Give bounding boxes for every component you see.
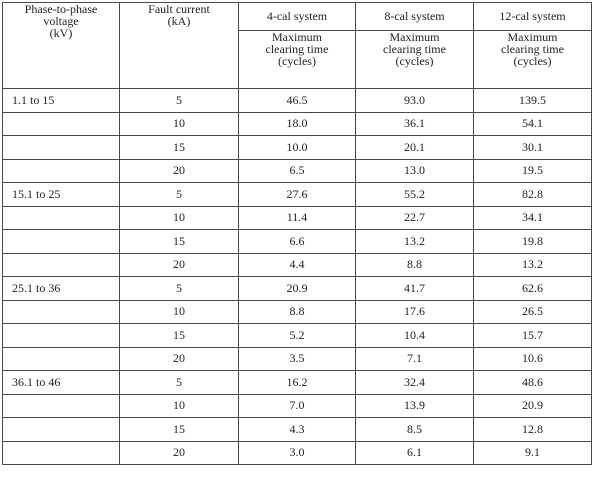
voltage-cell: [3, 418, 120, 442]
table-row: [3, 300, 592, 324]
cal4-cell: 6.5: [239, 159, 356, 183]
cal8-cell: 7.1: [356, 347, 474, 371]
table-row: [3, 253, 592, 277]
fault-current-cell: 5: [120, 277, 239, 301]
table-row: [3, 277, 592, 301]
cal4-cell: 3.0: [239, 441, 356, 465]
voltage-cell: [3, 347, 120, 371]
cal4-cell: 27.6: [239, 183, 356, 207]
cal4-cell: 18.0: [239, 112, 356, 136]
fault-current-cell: 20: [120, 253, 239, 277]
voltage-cell: [3, 159, 120, 183]
fault-current-cell: 10: [120, 112, 239, 136]
fault-current-cell: 5: [120, 371, 239, 395]
table-row: [3, 206, 592, 230]
fault-current-cell: 15: [120, 230, 239, 254]
voltage-cell: [3, 300, 120, 324]
table-row: [3, 89, 592, 113]
cal12-cell: 13.2: [474, 253, 592, 277]
cal8-cell: 13.2: [356, 230, 474, 254]
cal4-cell: 4.4: [239, 253, 356, 277]
table-row: [3, 418, 592, 442]
cal12-cell: 12.8: [474, 418, 592, 442]
voltage-cell: 15.1 to 25: [3, 183, 120, 207]
cal8-cell: 8.5: [356, 418, 474, 442]
fault-current-cell: 20: [120, 159, 239, 183]
table-container: [2, 2, 592, 465]
cal8-cell: 55.2: [356, 183, 474, 207]
cal8-cell: 93.0: [356, 89, 474, 113]
table-row: [3, 112, 592, 136]
voltage-cell: [3, 112, 120, 136]
cal12-cell: 62.6: [474, 277, 592, 301]
fault-current-cell: 15: [120, 418, 239, 442]
voltage-cell: 1.1 to 15: [3, 89, 120, 113]
cal4-cell: 8.8: [239, 300, 356, 324]
fault-current-cell: 5: [120, 183, 239, 207]
voltage-cell: [3, 136, 120, 160]
table-row: [3, 136, 592, 160]
fault-current-cell: 20: [120, 441, 239, 465]
cal12-cell: 19.5: [474, 159, 592, 183]
cal12-cell: 139.5: [474, 89, 592, 113]
cal8-cell: 20.1: [356, 136, 474, 160]
cal12-cell: 54.1: [474, 112, 592, 136]
fault-current-cell: 10: [120, 394, 239, 418]
cal8-cell: 10.4: [356, 324, 474, 348]
table-row: [3, 347, 592, 371]
voltage-cell: [3, 230, 120, 254]
cal4-cell: 20.9: [239, 277, 356, 301]
fault-current-cell: 5: [120, 89, 239, 113]
cal8-cell: 22.7: [356, 206, 474, 230]
table-body: [3, 89, 592, 465]
cal12-cell: 34.1: [474, 206, 592, 230]
cal4-cell: 4.3: [239, 418, 356, 442]
cal4-cell: 7.0: [239, 394, 356, 418]
cal8-cell: 13.0: [356, 159, 474, 183]
voltage-cell: [3, 253, 120, 277]
cal12-cell: 10.6: [474, 347, 592, 371]
header-phase-voltage: Phase-to-phase voltage (kV): [3, 3, 120, 89]
cal4-cell: 11.4: [239, 206, 356, 230]
cal8-cell: 13.9: [356, 394, 474, 418]
voltage-cell: [3, 324, 120, 348]
cal4-cell: 6.6: [239, 230, 356, 254]
cal8-cell: 8.8: [356, 253, 474, 277]
cal12-cell: 30.1: [474, 136, 592, 160]
header-12-cal-system: 12-cal system: [474, 3, 592, 31]
header-4-cal-system: 4-cal system: [239, 3, 356, 31]
clearing-time-table: [2, 2, 592, 465]
cal8-cell: 6.1: [356, 441, 474, 465]
header-8-cal-system: 8-cal system: [356, 3, 474, 31]
cal12-cell: 48.6: [474, 371, 592, 395]
header-max-clearing-time-12cal: Maximum clearing time (cycles): [474, 31, 592, 89]
cal12-cell: 15.7: [474, 324, 592, 348]
cal12-cell: 9.1: [474, 441, 592, 465]
cal8-cell: 17.6: [356, 300, 474, 324]
voltage-cell: [3, 206, 120, 230]
fault-current-cell: 10: [120, 206, 239, 230]
header-max-clearing-time-8cal: Maximum clearing time (cycles): [356, 31, 474, 89]
cal4-cell: 46.5: [239, 89, 356, 113]
cal8-cell: 32.4: [356, 371, 474, 395]
fault-current-cell: 15: [120, 136, 239, 160]
cal12-cell: 82.8: [474, 183, 592, 207]
table-row: [3, 394, 592, 418]
header-max-clearing-time-4cal: Maximum clearing time (cycles): [239, 31, 356, 89]
voltage-cell: [3, 441, 120, 465]
cal8-cell: 36.1: [356, 112, 474, 136]
cal8-cell: 41.7: [356, 277, 474, 301]
table-row: [3, 159, 592, 183]
table-row: [3, 183, 592, 207]
table-row: [3, 371, 592, 395]
cal4-cell: 5.2: [239, 324, 356, 348]
fault-current-cell: 15: [120, 324, 239, 348]
cal12-cell: 26.5: [474, 300, 592, 324]
table-row: [3, 441, 592, 465]
voltage-cell: 25.1 to 36: [3, 277, 120, 301]
voltage-cell: [3, 394, 120, 418]
fault-current-cell: 10: [120, 300, 239, 324]
cal4-cell: 10.0: [239, 136, 356, 160]
header-fault-current: Fault current (kA): [120, 3, 239, 89]
voltage-cell: 36.1 to 46: [3, 371, 120, 395]
table-header: [3, 3, 592, 89]
cal12-cell: 19.8: [474, 230, 592, 254]
cal4-cell: 16.2: [239, 371, 356, 395]
fault-current-cell: 20: [120, 347, 239, 371]
table-row: [3, 324, 592, 348]
cal12-cell: 20.9: [474, 394, 592, 418]
table-row: [3, 230, 592, 254]
cal4-cell: 3.5: [239, 347, 356, 371]
